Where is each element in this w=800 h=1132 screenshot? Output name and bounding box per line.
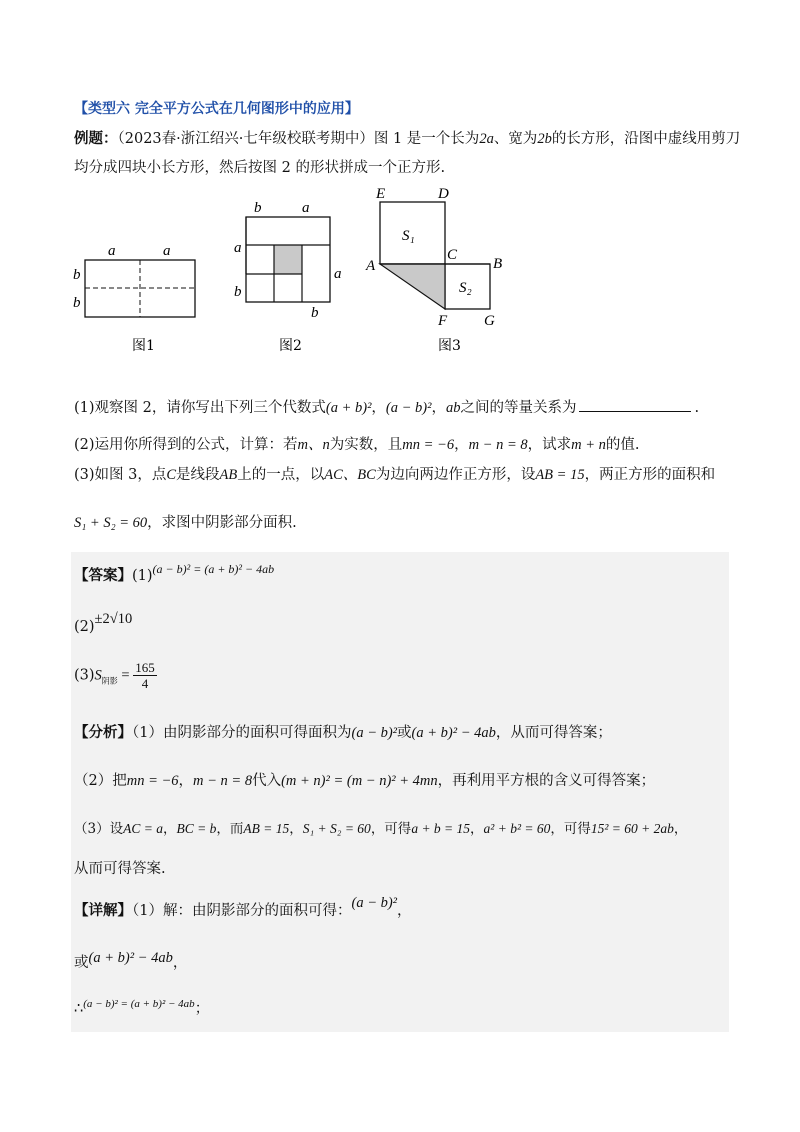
analysis-2-expr-2: m − n = 8 [193, 773, 253, 789]
fig3-label-g: G [484, 313, 495, 329]
analysis-3-expr-7: 15² = 60 + 2ab [590, 821, 674, 836]
detail-2-b: ， [172, 955, 188, 971]
figure-1 [73, 243, 195, 354]
detail-2-expr: (a + b)² − 4ab [88, 950, 173, 966]
example-line-2: 均分成四块小长方形，然后按图 2 的形状拼成一个正方形. [74, 160, 446, 176]
fig3-label-b: B [493, 256, 503, 272]
q3-text-b: 是线段 [176, 467, 220, 483]
answer-3-fraction [133, 660, 157, 691]
analysis-2-a: （2）把 [74, 773, 127, 789]
fig1-label-a1: a [108, 243, 116, 259]
answer-label: 【答案】 [74, 567, 132, 584]
q2-text-e: 的值. [605, 437, 640, 453]
q3-segment-ab: AB [219, 467, 238, 483]
fig2-shaded-square [274, 245, 302, 274]
analysis-3-f: ， [470, 821, 484, 837]
q1-end: . [694, 400, 700, 416]
fig2-label-b-left: b [234, 284, 242, 300]
example-width: 2b [537, 131, 552, 147]
answer-3-sub: 阴影 [101, 676, 118, 686]
detail-1-expr: (a − b)² [351, 895, 398, 911]
analysis-3-d: ， [289, 821, 303, 837]
q1-sep-1: ， [371, 400, 386, 416]
example-line-1 [74, 128, 740, 150]
q3-text-d: 上的一点，以 [237, 467, 325, 483]
detail-1-b: ， [397, 903, 412, 919]
example-text-b: 、宽为 [493, 131, 538, 147]
q3-text-e: 为边向两边作正方形，设 [375, 467, 536, 483]
detail-3 [74, 998, 209, 1021]
q2-expr-1: mn = −6 [402, 437, 455, 453]
fig3-label-s1: S₁ [402, 228, 415, 244]
fig1-label-b2: b [73, 295, 81, 311]
answer-2-expr: ±2√10 [94, 611, 133, 627]
fig2-label-b-bottom: b [311, 305, 319, 321]
fig2-label-a-left: a [234, 240, 242, 256]
analysis-3 [74, 818, 687, 840]
fig3-label-c: C [447, 247, 458, 263]
q2-text-b: 为实数，且 [329, 437, 403, 453]
fig3-shaded-triangle [380, 264, 445, 309]
q1-text-a: (1)观察图 2，请你写出下列三个代数式 [74, 400, 326, 416]
analysis-1-expr-2: (a + b)² − 4ab [411, 725, 496, 741]
fig3-caption: 图3 [438, 338, 461, 354]
answer-2 [74, 611, 133, 638]
q1-answer-blank[interactable] [579, 397, 691, 412]
detail-1 [74, 895, 412, 922]
fig1-label-b1: b [73, 267, 81, 283]
analysis-3-a: （3）设 [74, 821, 124, 837]
analysis-2-c: 代入 [252, 773, 282, 789]
question-3-cont [74, 512, 297, 534]
figures-svg [70, 182, 540, 362]
detail-2 [74, 952, 187, 974]
section-heading: 【类型六 完全平方公式在几何图形中的应用】 [74, 101, 359, 117]
analysis-3-expr-6: a² + b² = 60 [483, 821, 551, 836]
detail-3-therefore: ∴ [74, 1001, 84, 1017]
example-label: 例题： [74, 130, 118, 147]
q3-expr-s: S₁ + S₂ = 60 [74, 515, 148, 531]
analysis-2-expr-1: mn = −6 [126, 773, 179, 789]
fig3-label-f: F [438, 313, 448, 329]
fig3-label-d: D [438, 186, 449, 202]
q1-sep-2: ， [431, 400, 446, 416]
detail-label: 【详解】 [74, 902, 132, 919]
q3-text-g: ，求图中阴影部分面积. [147, 515, 297, 531]
analysis-2-expr-3: (m + n)² = (m − n)² + 4mn [281, 773, 438, 789]
q3-expr-ab: AB = 15 [535, 467, 585, 483]
analysis-2-b: ， [178, 773, 194, 789]
q3-sides: AC、BC [324, 467, 376, 483]
answer-2-num: (2) [74, 619, 95, 635]
q3-text-a: (3)如图 3，点 [74, 467, 167, 483]
analysis-3-g: ，可得 [550, 821, 591, 837]
q2-text-a: (2)运用你所得到的公式，计算：若 [74, 437, 298, 453]
analysis-3-c: ，而 [216, 821, 244, 837]
figure-3 [365, 186, 502, 354]
fig3-label-a: A [366, 258, 376, 274]
analysis-1-a: （1）由阴影部分的面积可得面积为 [132, 725, 352, 741]
analysis-1-c: ，从而可得答案； [495, 725, 612, 741]
figure-2 [234, 200, 342, 354]
fig2-label-b-top: b [254, 200, 262, 216]
answer-1-num: (1) [132, 568, 153, 584]
analysis-3-expr-1: AC = a [123, 821, 163, 836]
q1-expr-1: (a + b)² [325, 400, 372, 416]
analysis-1 [74, 722, 612, 744]
answer-3-lhs: S [94, 667, 102, 684]
analysis-3-expr-3: AB = 15 [243, 821, 290, 836]
example-text-c: 的长方形，沿图中虚线用剪刀 [551, 131, 741, 147]
q2-expr-2: m − n = 8 [468, 437, 528, 453]
answer-1 [74, 562, 275, 587]
example-text-a: （2023春·浙江绍兴·七年级校联考期中）图 1 是一个长为 [117, 131, 480, 147]
analysis-3-expr-5: a + b = 15 [411, 821, 471, 836]
answer-3-denominator: 4 [141, 676, 149, 691]
fig3-label-s2: S₂ [459, 280, 472, 296]
q1-expr-2: (a − b)² [385, 400, 432, 416]
fig2-label-a-right: a [334, 266, 342, 282]
answer-3 [74, 660, 157, 696]
analysis-label: 【分析】 [74, 724, 132, 741]
q2-expr-3: m + n [571, 437, 606, 453]
q3-point-c: C [166, 467, 177, 483]
q1-text-b: 之间的等量关系为 [460, 400, 577, 416]
question-3 [74, 464, 715, 486]
answer-3-numerator: 165 [135, 660, 155, 675]
fig1-caption: 图1 [132, 338, 155, 354]
analysis-3-b: ， [162, 821, 177, 837]
q2-text-d: ，试求 [527, 437, 572, 453]
fig3-label-e: E [376, 186, 386, 202]
q3-text-f: ，两正方形的面积和 [584, 467, 716, 483]
detail-3-expr: (a − b)² = (a + b)² − 4ab [83, 998, 195, 1010]
answer-3-num: (3) [74, 667, 95, 684]
example-length: 2a [479, 131, 494, 147]
analysis-3-expr-4: S₁ + S₂ = 60 [302, 821, 371, 836]
detail-1-a: （1）解：由阴影部分的面积可得： [132, 903, 352, 919]
analysis-1-expr-1: (a − b)² [351, 725, 398, 741]
analysis-1-b: 或 [397, 725, 412, 741]
detail-2-a: 或 [74, 955, 89, 971]
analysis-3-h: ， [673, 821, 688, 837]
answer-3-eq: = [117, 667, 134, 684]
analysis-3-e: ，可得 [370, 821, 412, 837]
question-1 [74, 397, 699, 419]
fig1-label-a2: a [163, 243, 171, 259]
q1-expr-3: ab [445, 400, 461, 416]
analysis-4: 从而可得答案. [74, 861, 166, 877]
fig2-caption: 图2 [279, 338, 302, 354]
fig2-label-a-top: a [302, 200, 310, 216]
detail-3-b: ； [194, 1001, 210, 1017]
analysis-2-d: ，再利用平方根的含义可得答案； [437, 773, 656, 789]
q2-vars: m、n [297, 437, 330, 453]
answer-1-expr: (a − b)² = (a + b)² − 4ab [152, 562, 275, 576]
q2-text-c: ， [454, 437, 469, 453]
question-2 [74, 434, 640, 456]
analysis-2 [74, 770, 655, 792]
analysis-3-expr-2: BC = b [176, 821, 217, 836]
